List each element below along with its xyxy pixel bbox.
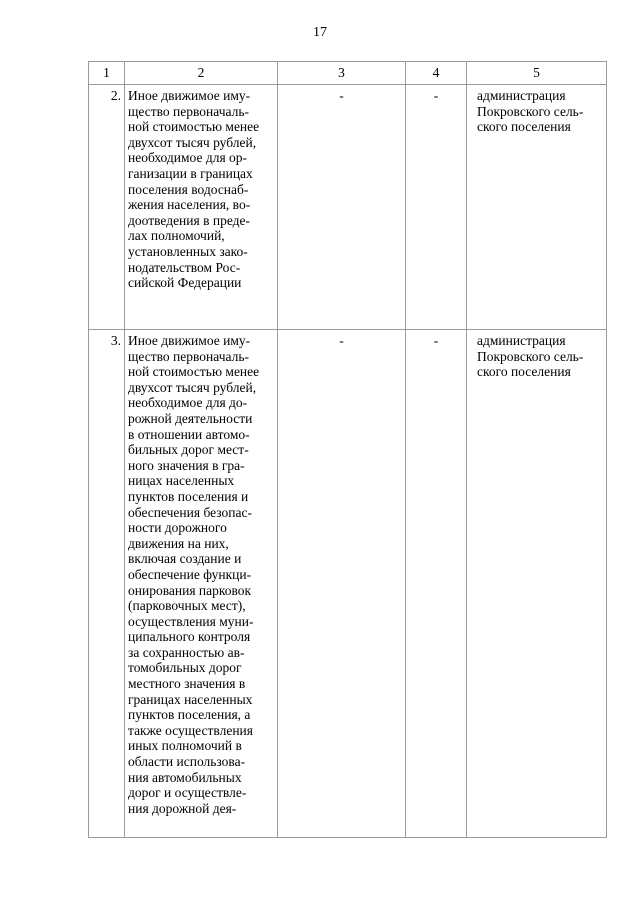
column-header: 3	[278, 62, 406, 85]
property-table	[88, 61, 607, 838]
column-header: 5	[467, 62, 607, 85]
cell-col3: -	[278, 85, 406, 330]
table-row	[89, 330, 607, 838]
table-row	[89, 85, 607, 330]
column-header: 1	[89, 62, 125, 85]
table-header-row	[89, 62, 607, 85]
property-description: Иное движимое иму- щество первоначаль- ной стоимостью менее двухсот тысяч рублей, необходимое для до- рожной деятельности в отношении автомо- бильных дорог мест- ного значения в гра- ницах населенных пунктов поселения и обеспечения безопас- ности дорожного движения на них, включая создание и обеспечение функци- онирования парковок (парковочных мест), осуществления муни- ципального контроля за сохранностью ав- томобильных дорог местного значения в границах населенных пунктов поселения, а также осуществления иных полномочий в области использова- ния автомобильных дорог и осуществле- ния дорожной дея-	[125, 330, 278, 838]
cell-col4: -	[406, 85, 467, 330]
cell-col3: -	[278, 330, 406, 838]
property-owner: администрация Покровского сель- ского поселения	[467, 330, 607, 838]
row-number: 3.	[89, 330, 125, 838]
page-number: 17	[313, 25, 327, 40]
column-header: 4	[406, 62, 467, 85]
property-owner: администрация Покровского сель- ского поселения	[467, 85, 607, 330]
cell-col4: -	[406, 330, 467, 838]
column-header: 2	[125, 62, 278, 85]
property-description: Иное движимое иму- щество первоначаль- ной стоимостью менее двухсот тысяч рублей, необходимое для ор- ганизации в границах поселения водоснаб- жения населения, во- доотведения в преде- лах полномочий, установленных зако- нодательством Рос- сийской Федерации	[125, 85, 278, 330]
row-number: 2.	[89, 85, 125, 330]
